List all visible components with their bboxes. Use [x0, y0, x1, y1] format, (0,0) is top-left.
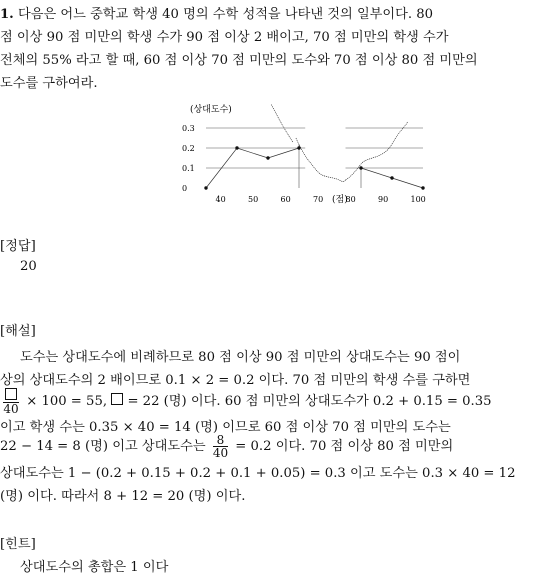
solution-line-4: 이고 학생 수는 0.35 × 40 = 14 (명) 이므로 60 점 이상 70 점 미만의 도수는: [0, 420, 451, 435]
chart-ticks: [182, 124, 426, 204]
x-tick-label: 50: [248, 195, 259, 204]
problem-text-1: 다음은 어느 중학교 학생 40 명의 수학 성적을 나타낸 것의 일부이다. 80: [17, 7, 434, 22]
frequency-polygon-chart: [0, 100, 534, 220]
problem-number: 1.: [0, 7, 14, 22]
x-tick-label: 70: [313, 195, 324, 204]
torn-edge-top: [271, 104, 293, 142]
problem-line-4: 도수를 구하여라.: [0, 76, 98, 91]
chart-grid: [206, 128, 423, 188]
y-tick-label: 0: [182, 184, 188, 193]
data-point: [421, 186, 424, 189]
blank-box: [5, 388, 17, 400]
solution-line-2: 상의 상대도수의 2 배이므로 0.1 × 2 = 0.2 이다. 70 점 미만의 학생 수를 구하면: [0, 373, 471, 388]
hint-text: 상대도수의 총합은 1 이다: [20, 560, 169, 575]
solution-label: [해설]: [0, 324, 36, 339]
torn-edge-left: [296, 138, 346, 182]
y-axis-label: (상대도수): [190, 105, 232, 115]
problem-line-2: 점 이상 90 점 미만의 학생 수가 90 점 이상 2 배이고, 70 점 미만의 학생 수가: [0, 30, 449, 45]
solution-line-1: 도수는 상대도수에 비례하므로 80 점 이상 90 점 미만의 상대도수는 90 점이: [20, 350, 461, 365]
x-tick-label: 90: [378, 195, 389, 204]
solution-line-5: 22 − 14 = 8 (명) 이고 상대도수는 $\frac{8}{40}$ = 0.2 이다. 70 점 이상 80 점 미만의: [0, 433, 454, 460]
data-point: [359, 166, 362, 169]
x-tick-label: 60: [280, 195, 291, 204]
blank-box: [111, 393, 123, 405]
answer-label: [정답]: [0, 239, 36, 254]
solution-line-6: 상대도수는 1 − (0.2 + 0.15 + 0.2 + 0.1 + 0.05) = 0.3 이고 도수는 0.3 × 40 = 12: [0, 466, 516, 481]
fraction-box-over-40: 40: [3, 388, 19, 415]
x-axis-label: (점): [332, 195, 348, 205]
problem-line-3: 전체의 55% 라고 할 때, 60 점 이상 70 점 미만의 도수와 70 점 이상 80 점 미만의: [0, 53, 478, 68]
problem-line-1: [0, 3, 433, 22]
data-point: [390, 176, 393, 179]
chart-series: [204, 104, 424, 190]
y-tick-label: 0.2: [182, 144, 195, 153]
data-point: [266, 156, 269, 159]
x-tick-label: 80: [345, 195, 356, 204]
torn-edge-right: [346, 122, 408, 180]
data-point: [235, 146, 238, 149]
x-tick-label: 40: [215, 195, 226, 204]
data-point: [204, 186, 207, 189]
y-tick-label: 0.1: [182, 164, 195, 173]
fraction-8-over-40: $\frac{8}{40}$: [212, 433, 229, 460]
answer-value: 20: [20, 259, 37, 274]
x-tick-label: 100: [410, 195, 426, 204]
solution-line-3: 40 × 100 = 55, = 22 (명) 이다. 60 점 미만의 상대도수가 0.2 + 0.15 = 0.35: [0, 388, 492, 415]
hint-label: [힌트]: [0, 537, 36, 552]
data-point: [297, 146, 300, 149]
y-tick-label: 0.3: [182, 124, 195, 133]
solution-line-7: (명) 이다. 따라서 8 + 12 = 20 (명) 이다.: [0, 489, 246, 504]
